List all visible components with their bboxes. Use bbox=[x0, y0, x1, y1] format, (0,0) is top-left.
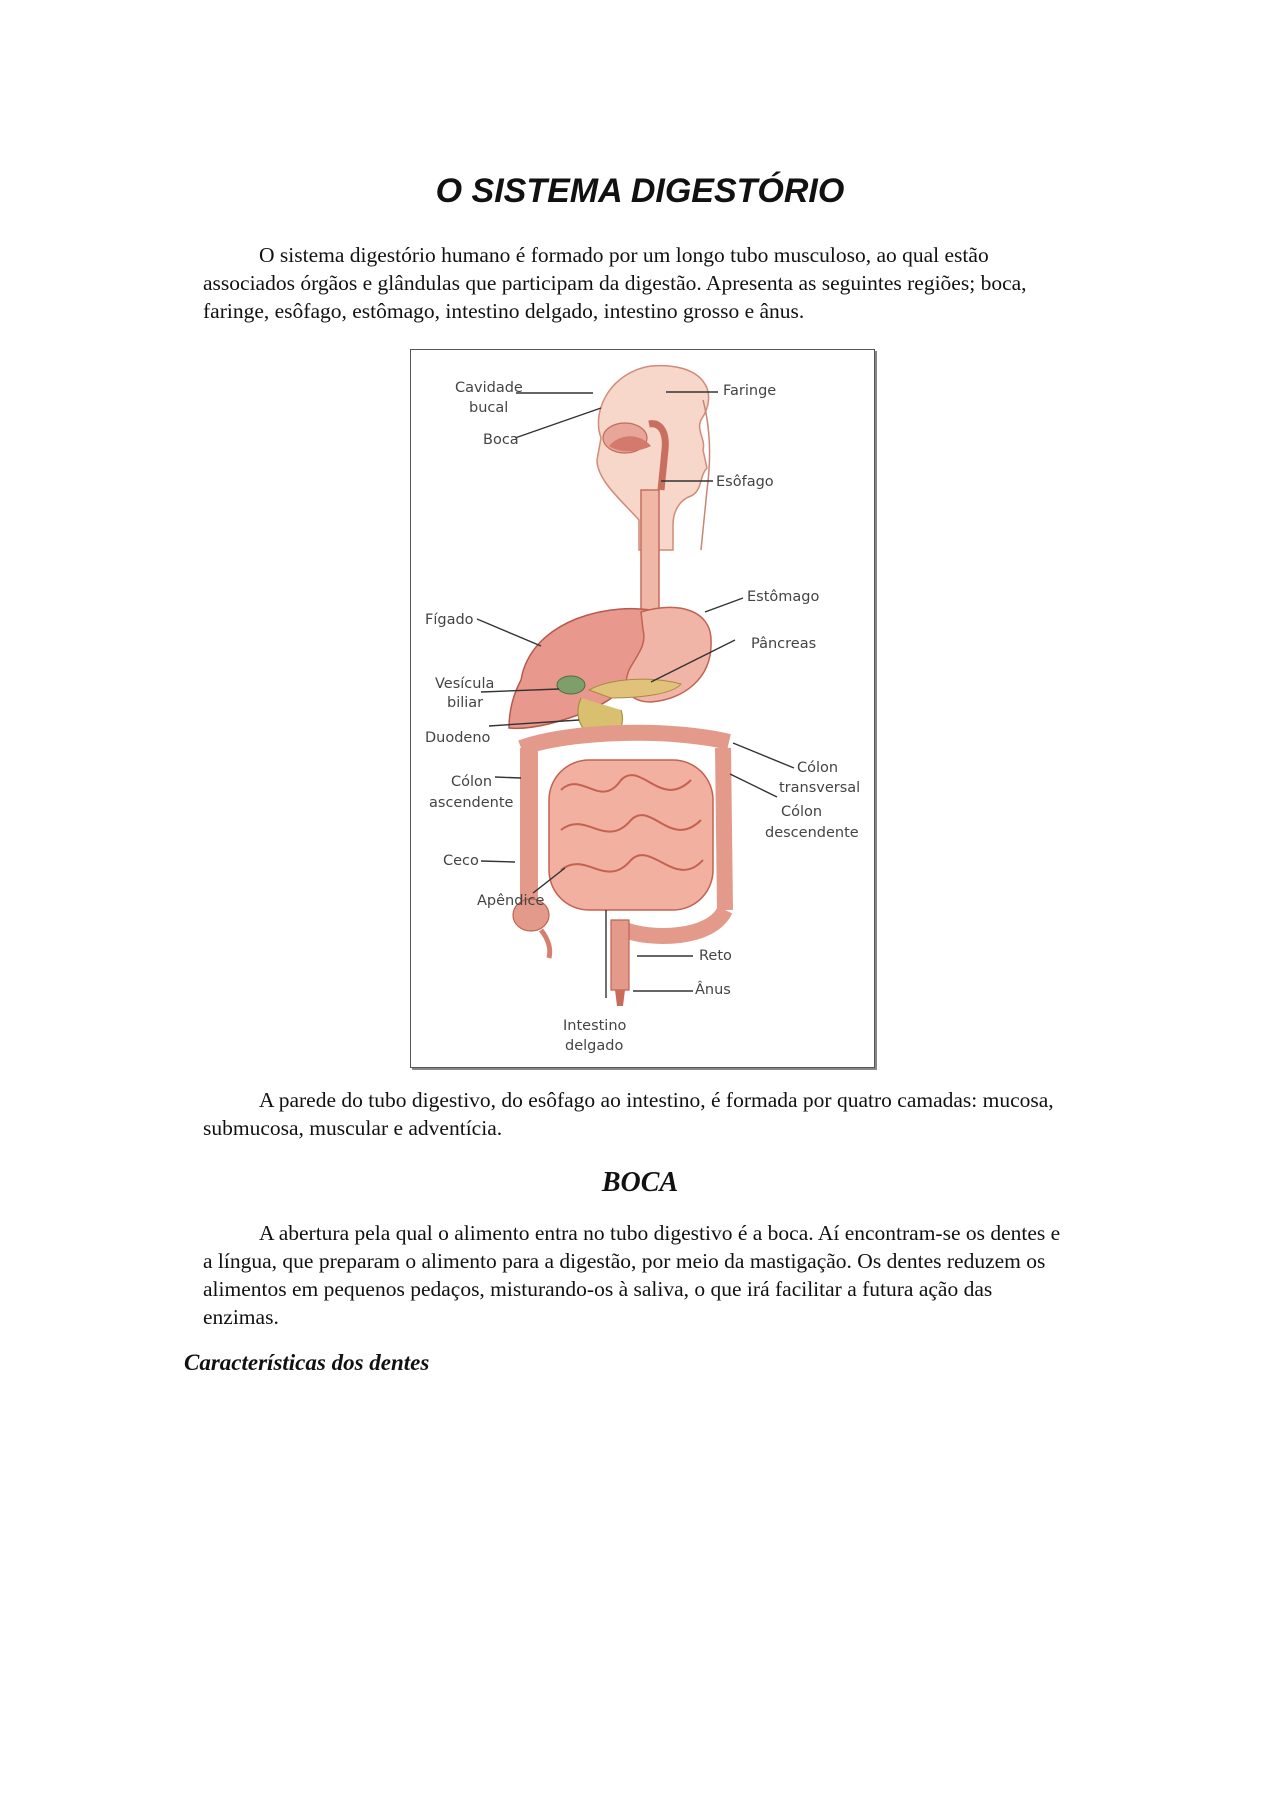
label-estomago: Estômago bbox=[747, 589, 820, 605]
subsection-title-dentes: Características dos dentes bbox=[184, 1350, 430, 1375]
label-colon-ascendente-1: Cólon bbox=[451, 774, 493, 790]
label-vesicula-2: biliar bbox=[447, 695, 484, 711]
leader-colon-transversal bbox=[733, 743, 794, 768]
leader-ceco bbox=[481, 861, 515, 862]
leader-estomago bbox=[705, 598, 743, 612]
sigmoid-colon bbox=[625, 910, 725, 936]
descending-colon bbox=[723, 748, 725, 910]
label-boca: Boca bbox=[483, 432, 519, 448]
layers-paragraph: A parede do tubo digestivo, do esôfago ao intestino, é formada por quatro camadas: mucosa, submucosa, muscular e adventícia. bbox=[203, 1088, 1054, 1140]
section-title-boca: BOCA bbox=[601, 1167, 679, 1198]
label-ceco: Ceco bbox=[443, 853, 479, 869]
label-vesicula-1: Vesícula bbox=[435, 676, 495, 692]
digestive-system-illustration bbox=[411, 350, 874, 1067]
label-duodeno: Duodeno bbox=[425, 730, 491, 746]
appendix bbox=[541, 930, 550, 958]
anus bbox=[615, 990, 625, 1006]
label-intestino-2: delgado bbox=[565, 1038, 624, 1054]
digestive-system-figure bbox=[410, 349, 875, 1068]
boca-paragraph: A abertura pela qual o alimento entra no tubo digestivo é a boca. Aí encontram-se os dentes e a língua, que preparam o alimento para a digestão, por meio da mastigação. Os dentes reduzem os alimentos em pequenos pedaços, misturando-os à saliva, o que irá facilitar a futura ação das enzimas. bbox=[203, 1221, 1061, 1329]
label-colon-transversal-1: Cólon bbox=[797, 760, 839, 776]
label-esofago: Esôfago bbox=[716, 474, 774, 490]
gallbladder bbox=[557, 676, 585, 694]
leader-figado bbox=[477, 619, 541, 646]
label-faringe: Faringe bbox=[723, 383, 777, 399]
leader-colon-descendente bbox=[730, 774, 777, 797]
rectum bbox=[611, 920, 629, 990]
label-cavidade-1: Cavidade bbox=[455, 380, 523, 396]
intro-paragraph: O sistema digestório humano é formado por um longo tubo musculoso, ao qual estão associados órgãos e glândulas que participam da digestão. Apresenta as seguintes regiões; boca, faringe, esôfago, estômago, intestino delgado, intestino grosso e ânus. bbox=[203, 243, 1027, 323]
label-reto: Reto bbox=[699, 948, 732, 964]
transverse-colon bbox=[521, 733, 729, 748]
page-title: O SISTEMA DIGESTÓRIO bbox=[435, 172, 845, 210]
label-intestino-1: Intestino bbox=[563, 1018, 627, 1034]
leader-colon-ascendente bbox=[495, 777, 521, 778]
label-pancreas: Pâncreas bbox=[751, 636, 817, 652]
leader-boca bbox=[515, 408, 601, 438]
label-colon-descendente-1: Cólon bbox=[781, 804, 823, 820]
label-cavidade-2: bucal bbox=[469, 400, 509, 416]
label-figado: Fígado bbox=[425, 612, 474, 628]
label-colon-transversal-2: transversal bbox=[779, 780, 861, 796]
label-anus: Ânus bbox=[695, 982, 731, 998]
label-apendice: Apêndice bbox=[477, 893, 545, 909]
label-colon-ascendente-2: ascendente bbox=[429, 795, 514, 811]
label-colon-descendente-2: descendente bbox=[765, 825, 859, 841]
